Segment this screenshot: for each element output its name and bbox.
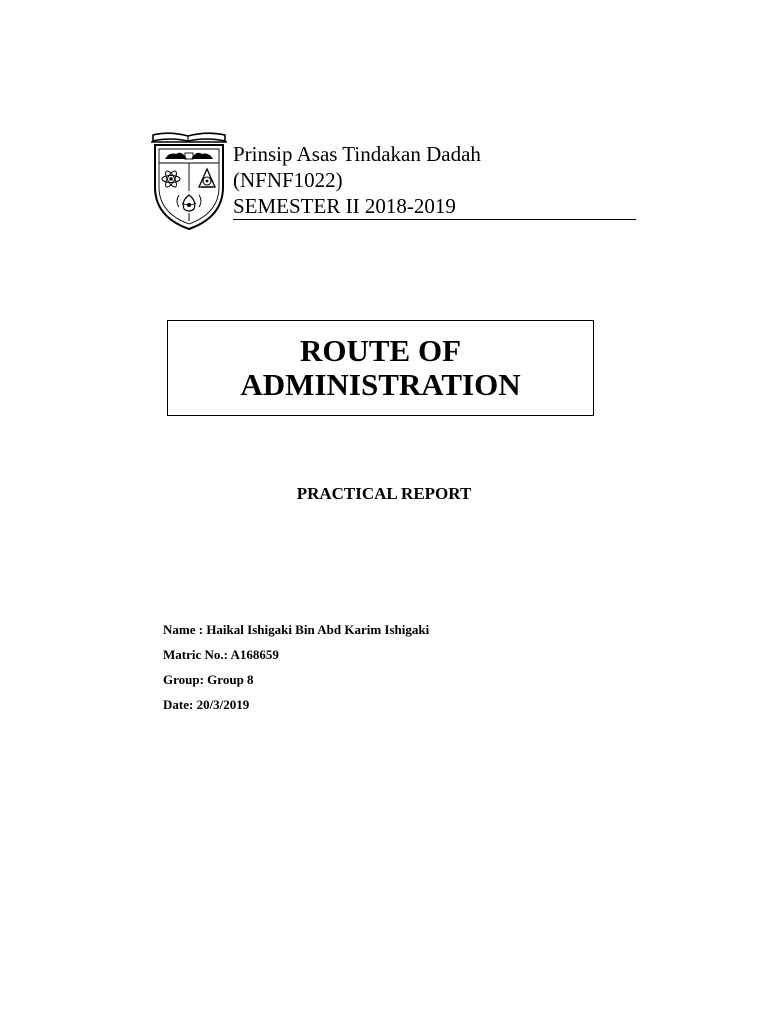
university-crest-icon xyxy=(149,129,229,231)
report-type-label: PRACTICAL REPORT xyxy=(296,484,472,503)
title-box xyxy=(167,320,594,416)
course-name: Prinsip Asas Tindakan Dadah xyxy=(233,142,481,166)
course-code: (NFNF1022) xyxy=(233,168,343,192)
title-line-2: ADMINISTRATION xyxy=(240,367,521,402)
report-type-heading xyxy=(0,484,768,504)
report-date: Date: 20/3/2019 xyxy=(163,697,250,712)
student-info xyxy=(163,617,429,717)
student-matric: Matric No.: A168659 xyxy=(163,647,279,662)
student-name: Name : Haikal Ishigaki Bin Abd Karim Ishigaki xyxy=(163,622,430,637)
semester-label: SEMESTER II 2018-2019 xyxy=(233,194,456,218)
header-divider xyxy=(233,219,636,220)
student-group: Group: Group 8 xyxy=(163,672,254,687)
title-line-1: ROUTE OF xyxy=(299,333,462,368)
course-header xyxy=(233,141,481,219)
